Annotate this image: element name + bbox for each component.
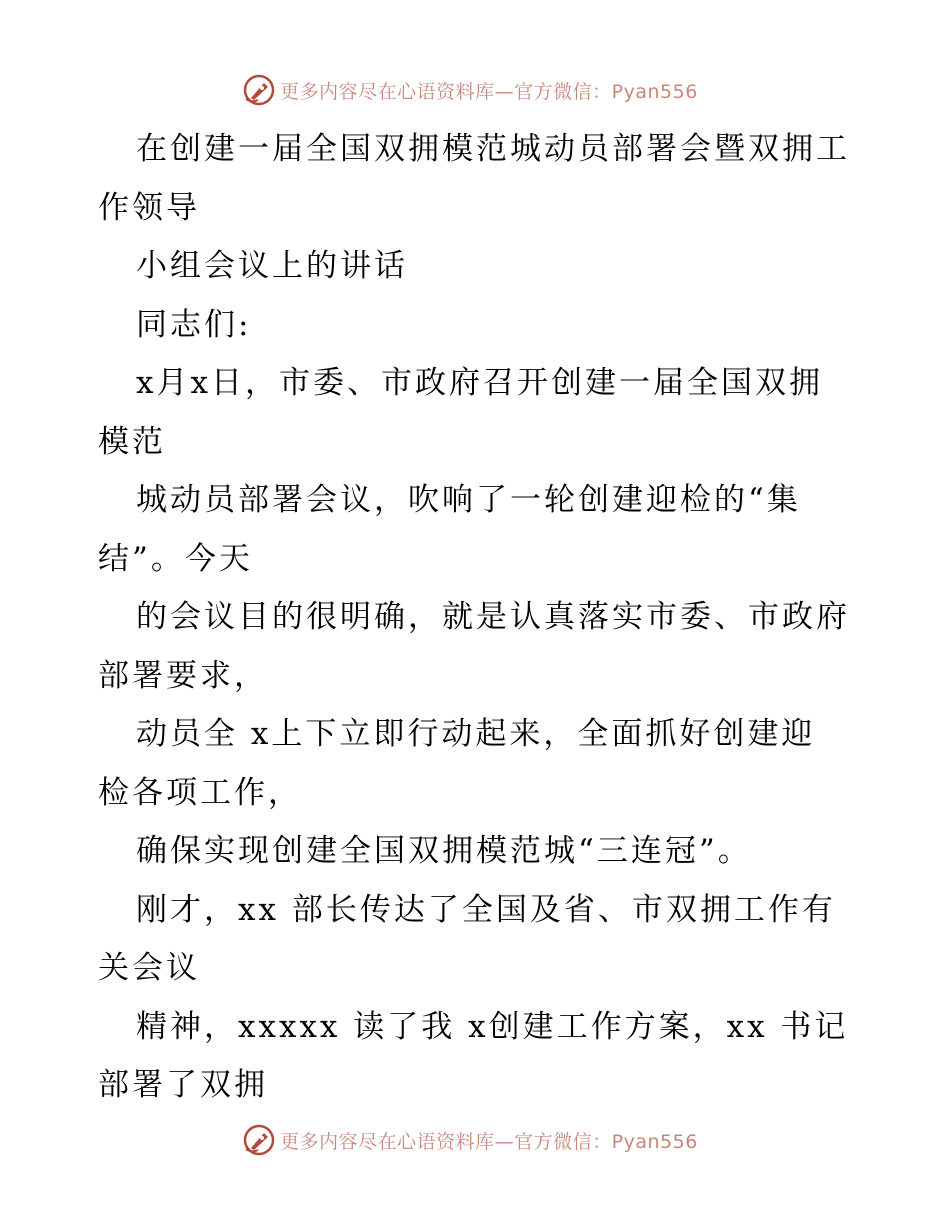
document-line: 动员全 x上下立即行动起来，全面抓好创建迎 — [136, 716, 816, 752]
footer-banner-text: 更多内容尽在心语资料库—官方微信：Pyan556 — [280, 1130, 698, 1153]
document-line: 模范 — [98, 423, 166, 460]
header-banner-text: 更多内容尽在心语资料库—官方微信：Pyan556 — [280, 80, 698, 103]
document-line: 作领导 — [98, 189, 200, 226]
document-line: 精神，xxxxx 读了我 x创建工作方案，xx 书记 — [136, 1008, 849, 1045]
pen-nib-logo-icon — [242, 1123, 276, 1157]
document-line: 检各项工作， — [98, 774, 302, 811]
header-banner — [0, 70, 950, 110]
document-line: 刚才，xx 部长传达了全国及省、市双拥工作有 — [136, 891, 836, 928]
document-line: 确保实现创建全国双拥模范城“三连冠”。 — [136, 833, 752, 869]
document-body — [98, 120, 858, 1115]
footer-banner — [0, 1120, 950, 1160]
document-line: 关会议 — [98, 950, 200, 986]
document-line: 同志们: — [136, 306, 252, 343]
document-line: 部署要求， — [98, 657, 268, 694]
document-line: 部署了双拥 — [98, 1067, 268, 1103]
pen-nib-logo-icon — [242, 73, 276, 107]
document-line: 城动员部署会议，吹响了一轮创建迎检的“集 — [136, 482, 801, 518]
document-line: 的会议目的很明确，就是认真落实市委、市政府 — [136, 599, 850, 635]
document-line: x月x日，市委、市政府召开创建一届全国双拥 — [136, 365, 823, 401]
document-line: 在创建一届全国双拥模范城动员部署会暨双拥工 — [136, 131, 850, 167]
document-line: 结”。今天 — [98, 540, 253, 577]
document-line: 小组会议上的讲话 — [136, 248, 408, 284]
